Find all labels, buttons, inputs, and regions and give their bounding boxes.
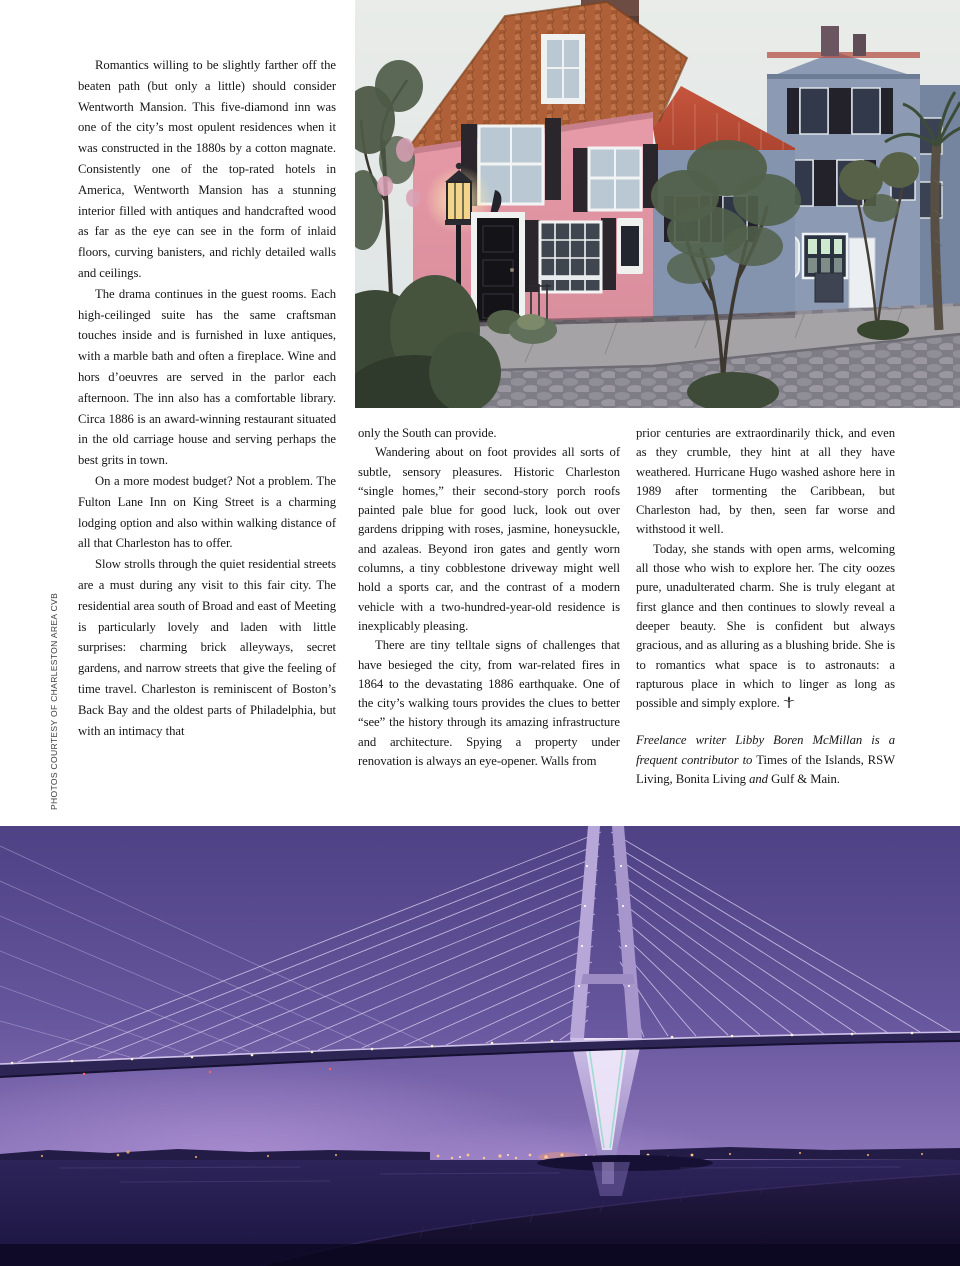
- article-column-2: [358, 424, 620, 771]
- top-photo: [355, 0, 960, 408]
- photo-credit: PHOTOS COURTESY OF CHARLESTON AREA CVB: [49, 592, 59, 810]
- bottom-photo: [0, 826, 960, 1266]
- paragraph-text: Today, she stands with open arms, welcoming all those who wish to explore her. The city oozes pure, unadulterated charm. She is truly elegant at first glance and then continues to slowly reveal a deeper beauty. She is confident but always gracious, and as alluring as a blushing bride. She is to romantics what space is to astronauts: a rapturous place in which to linger as long as possible and simply explore.: [636, 541, 895, 711]
- paragraph: Wandering about on foot provides all sorts of subtle, sensory pleasures. Historic Charleston “single homes,” their second-story porch roofs painted pale blue for good luck, look out over gardens dripping with roses, jasmine, honeysuckle, and azaleas. Beyond iron gates and gently worn columns, a tiny cobblestone driveway might well hold a sports car, and the contrast of a modern vehicle with a two-hundred-year-old residence is inexplicably pleasing.: [358, 445, 620, 633]
- paragraph-final: [636, 540, 895, 714]
- article-column-1: [78, 55, 336, 741]
- article-column-3: [636, 424, 895, 789]
- paragraph-continuation: only the South can provide.: [358, 426, 497, 440]
- author-bio: Freelance writer Libby Boren McMillan is a frequent contributor to Times of the Islands, RSW Living, Bonita Living and Gulf & Main.: [636, 733, 896, 787]
- paragraph: On a more modest budget? Not a problem. The Fulton Lane Inn on King Street is a charming lodging option and also within walking distance of all that Charleston has to offer.: [78, 473, 336, 551]
- paragraph: Romantics willing to be slightly farther off the beaten path (but only a little) should consider Wentworth Mansion. This five-diamond inn was one of the city’s most opulent residences when it was constructed in the 1880s by a cotton magnate. Consistently one of the top-rated hotels in America, Wentworth Mansion has a stunning interior filled with antiques and handcrafted wood as far as the eye can see in the form of inlaid floors, curving banisters, and richly detailed walls and ceilings.: [78, 58, 336, 280]
- palmetto-end-mark-icon: [783, 696, 795, 708]
- paragraph: The drama continues in the guest rooms. Each high-ceilinged suite has the same craftsman touches inside and is furnished in luxe antiques, with a marble bath and often a fireplace. Wine and hors d’oeuvres are served in the parlor each afternoon. The inn also has a comfortable library. Circa 1886 is an award-winning restaurant situated in the old carriage house and serving perhaps the best grits in town.: [78, 286, 336, 468]
- paragraph-continuation: prior centuries are extraordinarily thick, and even as they crumble, they hint at all they have weathered. Hurricane Hugo washed ashore here in 1989 after tormenting the Caribbean, but Charleston had, by then, seen far worse and withstood it well.: [636, 426, 895, 537]
- paragraph: Slow strolls through the quiet residential streets are a must during any visit to this fair city. The residential area south of Broad and east of Meeting is particularly lovely and laden with little surprises: charming brick alleyways, secret gardens, and narrow streets that give the feeling of time travel. Charleston is reminiscent of Boston’s Back Bay and the oldest parts of Philadelphia, but with an intimacy that: [78, 557, 336, 738]
- paragraph: There are tiny telltale signs of challenges that have besieged the city, from war-related fires in 1864 to the devastating 1886 earthquake. One of the city’s walking tours provides the clues to better “see” the history through its amazing infrastructure and architecture. Spying a property under renovation is always an eye-opener. Walls from: [358, 638, 620, 769]
